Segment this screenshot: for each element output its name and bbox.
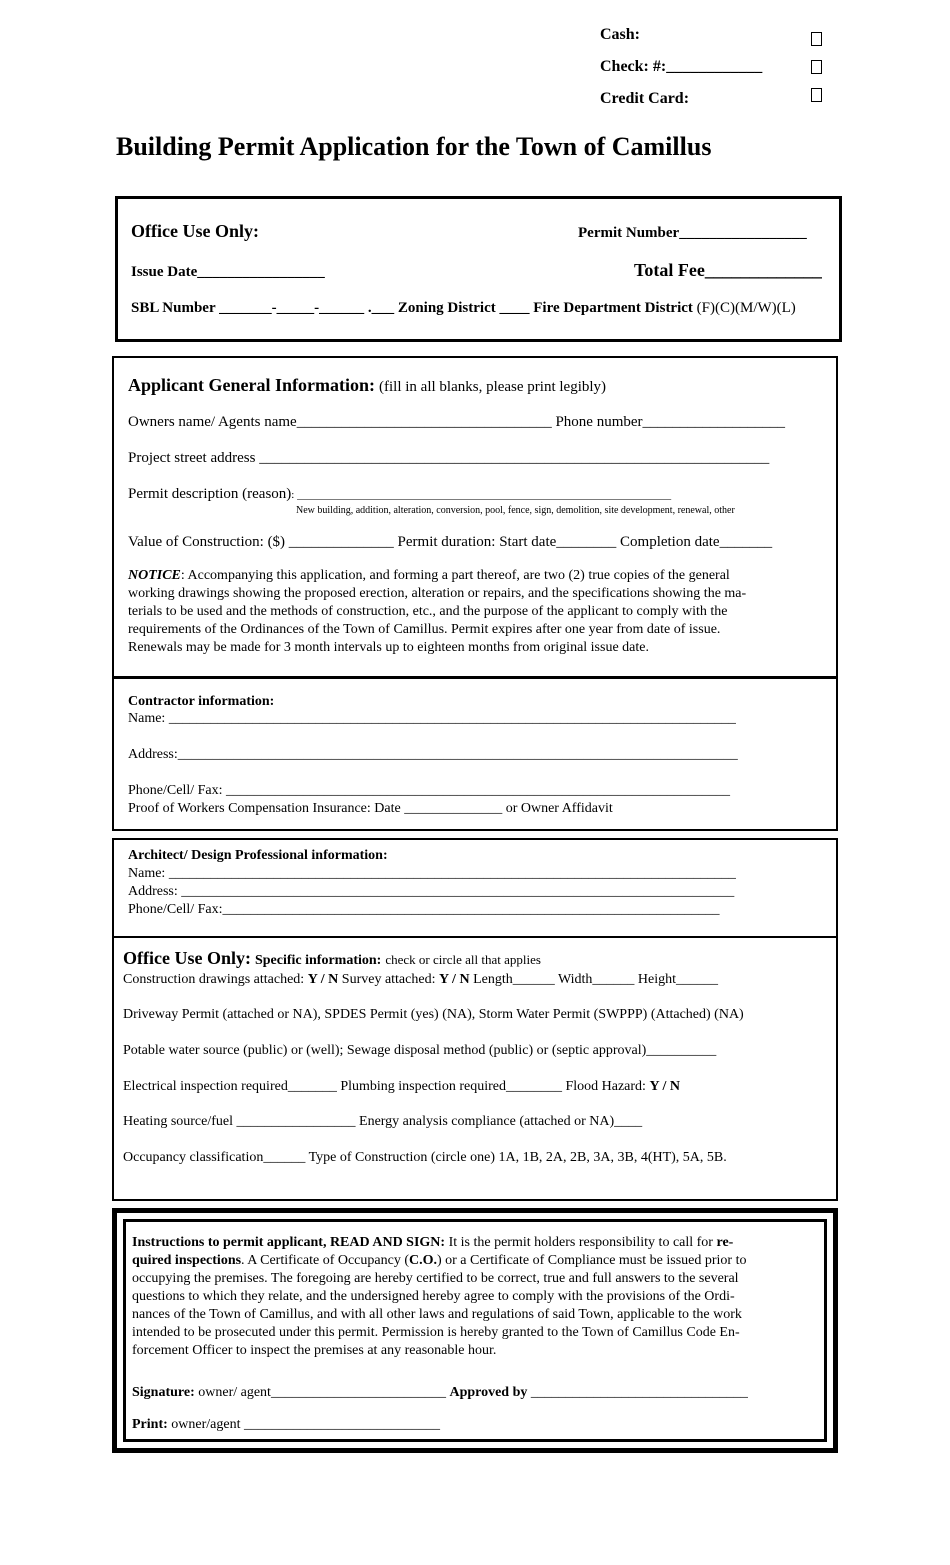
instructions-text: . A Certificate of Occupancy (: [241, 1253, 409, 1268]
signature-label: Signature:: [132, 1385, 195, 1400]
contractor-address-field[interactable]: Address:________________________________________________________________________________: [128, 747, 738, 762]
fire-district-label: Fire Department District: [533, 300, 693, 316]
instructions-line: forcement Officer to inspect the premises at any reasonable hour.: [132, 1343, 497, 1358]
specific-info-note: check or circle all that applies: [385, 952, 541, 967]
instructions-section: [123, 1219, 827, 1442]
architect-phone-field[interactable]: Phone/Cell/ Fax:_______________________________________________________________________: [128, 902, 720, 917]
notice-line: : Accompanying this application, and forming a part thereof, are two (2) true copies of the general: [180, 568, 730, 583]
applicant-heading: Applicant General Information:: [128, 375, 375, 395]
architect-section: [112, 838, 838, 938]
flood-hazard-yn-choice[interactable]: Y / N: [649, 1079, 681, 1094]
owners-name-field[interactable]: Owners name/ Agents name__________________________________ Phone number___________________: [128, 414, 786, 430]
contractor-name-field[interactable]: Name: _________________________________________________________________________________: [128, 711, 736, 726]
dimensions-fields[interactable]: Length______ Width______ Height______: [469, 972, 719, 987]
sbl-number-field[interactable]: SBL Number _______-_____-______ .___: [131, 300, 395, 316]
contractor-section: [112, 677, 838, 831]
occupancy-construction-line[interactable]: Occupancy classification______ Type of Construction (circle one) 1A, 1B, 2A, 2B, 3A, 3B, 4(HT), 5A, 5B.: [123, 1150, 727, 1165]
check-label: Check: #:____________: [600, 58, 763, 75]
notice-line: terials to be used and the methods of construction, etc., and the purpose of the applicant to comply with the: [128, 604, 728, 619]
print-label: Print:: [132, 1417, 168, 1432]
contractor-phone-field[interactable]: Phone/Cell/ Fax: ________________________________________________________________________: [128, 783, 730, 798]
signature-field[interactable]: owner/ agent_________________________: [194, 1385, 450, 1400]
applicant-section: [112, 356, 838, 678]
permits-line[interactable]: Driveway Permit (attached or NA), SPDES Permit (yes) (NA), Storm Water Permit (SWPPP) (Attached) (NA): [123, 1007, 744, 1022]
total-fee-field[interactable]: Total Fee_____________: [634, 260, 822, 280]
specific-info-section: [112, 936, 838, 1201]
instructions-outer-border: [112, 1208, 838, 1453]
permit-description-label: Permit description (reason): [128, 486, 292, 502]
inspection-line[interactable]: Electrical inspection required_______ Plumbing inspection required________ Flood Hazard:: [123, 1079, 650, 1094]
instructions-text: quired inspections: [132, 1253, 242, 1268]
instructions-text: C.O.: [408, 1253, 437, 1268]
notice-label: NOTICE: [128, 568, 181, 583]
instructions-line: intended to be prosecuted under this permit. Permission is hereby granted to the Town of Camillus Code En-: [132, 1325, 740, 1340]
contractor-heading: Contractor information:: [128, 694, 275, 709]
heating-energy-line[interactable]: Heating source/fuel _________________ Energy analysis compliance (attached or NA)____: [123, 1114, 643, 1129]
notice-paragraph: [128, 567, 746, 657]
project-street-field[interactable]: Project street address ____________________________________________________________________: [128, 450, 770, 466]
applicant-heading-note: (fill in all blanks, please print legibly): [379, 379, 607, 395]
instructions-line: questions to which they relate, and the undersigned hereby agree to comply with the provisions of the Ordi-: [132, 1289, 735, 1304]
notice-line: working drawings showing the proposed erection, alteration or repairs, and the specifications showing the ma-: [128, 586, 747, 601]
page-title: Building Permit Application for the Town of Camillus: [116, 132, 712, 161]
fire-district-codes: (F)(C)(M/W)(L): [696, 300, 796, 316]
credit-card-label: Credit Card:: [600, 90, 690, 107]
permit-types-list: New building, addition, alteration, conversion, pool, fence, sign, demolition, site development, renewal, other: [296, 505, 735, 516]
office-use-box: [115, 196, 842, 342]
credit-card-checkbox[interactable]: [811, 88, 822, 102]
water-sewage-line[interactable]: Potable water source (public) or (well); Sewage disposal method (public) or (septic approval)__________: [123, 1043, 717, 1058]
specific-office-heading: Office Use Only:: [123, 948, 251, 968]
cash-label: Cash:: [600, 26, 641, 43]
instructions-text: It is the permit holders responsibility to call for: [445, 1235, 717, 1250]
architect-name-field[interactable]: Name: _________________________________________________________________________________: [128, 866, 736, 881]
specific-info-label: Specific information:: [254, 953, 382, 968]
issue-date-field[interactable]: Issue Date_________________: [131, 264, 325, 280]
workers-comp-field[interactable]: Proof of Workers Compensation Insurance: Date ______________ or Owner Affidavit: [128, 801, 613, 816]
permit-number-field[interactable]: Permit Number_________________: [578, 225, 807, 241]
notice-line: Renewals may be made for 3 month intervals up to eighteen months from original issue date.: [128, 640, 649, 655]
value-construction-field[interactable]: Value of Construction: ($) ______________ Permit duration: Start date________ Completion date_______: [128, 534, 773, 550]
approved-by-label: Approved by: [449, 1385, 528, 1400]
instructions-heading: Instructions to permit applicant, READ AND SIGN:: [132, 1235, 446, 1250]
survey-yn-choice[interactable]: Y / N: [438, 972, 470, 987]
print-name-field[interactable]: owner/agent ____________________________: [167, 1417, 440, 1432]
drawings-yn-choice[interactable]: Y / N: [307, 972, 339, 987]
instructions-paragraph: [132, 1234, 746, 1360]
approved-by-field[interactable]: _______________________________: [527, 1385, 748, 1400]
cash-checkbox[interactable]: [811, 32, 822, 46]
permit-description-field[interactable]: : ____________________________________________________________________: [291, 489, 672, 501]
notice-line: requirements of the Ordinances of the Town of Camillus. Permit expires after one year from date of issue.: [128, 622, 721, 637]
check-checkbox[interactable]: [811, 60, 822, 74]
architect-address-field[interactable]: Address: _______________________________________________________________________________: [128, 884, 735, 899]
architect-heading: Architect/ Design Professional information:: [128, 848, 388, 863]
zoning-district-field[interactable]: Zoning District ____: [397, 300, 530, 316]
drawings-attached-label: Construction drawings attached:: [123, 972, 308, 987]
instructions-text: re-: [716, 1235, 734, 1250]
office-use-heading: Office Use Only:: [131, 221, 259, 241]
instructions-text: ) or a Certificate of Compliance must be issued prior to: [436, 1253, 747, 1268]
instructions-line: nances of the Town of Camillus, and with all other laws and regulations of said Town, applicable to the work: [132, 1307, 742, 1322]
instructions-line: occupying the premises. The foregoing are hereby certified to be correct, true and full answers to the several: [132, 1271, 739, 1286]
survey-attached-label: Survey attached:: [338, 972, 439, 987]
